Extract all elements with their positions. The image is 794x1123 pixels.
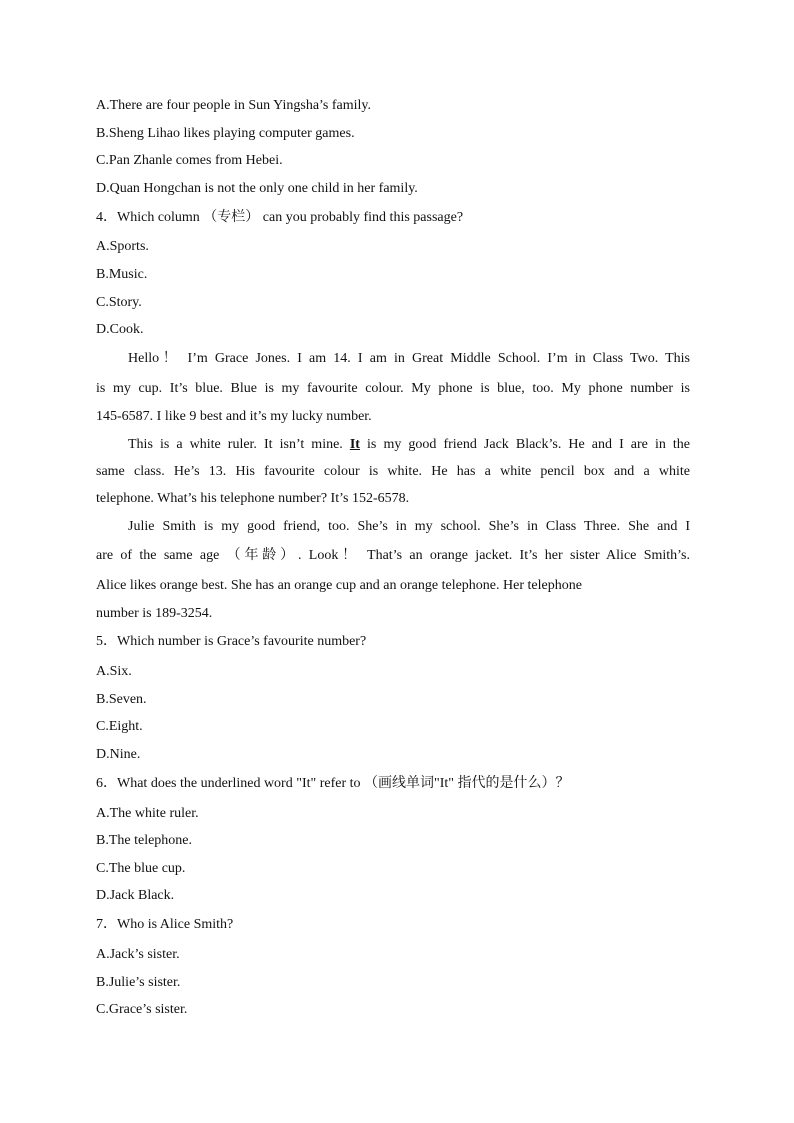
passage-p1-line3: 145-6587. I like 9 best and it’s my lucky number. [96,409,372,424]
passage-p2-line1-post: is my good friend Jack Black’s. He and I are in the [359,437,690,452]
passage-p3-line1: Julie Smith is my good friend, too. She’s in my school. She’s in Class Three. She and I [128,519,690,534]
q3-option-b: B.Sheng Lihao likes playing computer games. [96,126,355,141]
underlined-word-it: It [349,437,360,452]
q4-option-c: C.Story. [96,295,142,310]
q5-option-c: C.Eight. [96,719,143,734]
q5-option-d: D.Nine. [96,747,141,762]
q5-option-a: A.Six. [96,664,132,679]
q5-option-b: B.Seven. [96,692,147,707]
q6-option-b: B.The telephone. [96,833,193,848]
q4-option-d: D.Cook. [96,322,144,337]
q3-option-a: A.There are four people in Sun Yingsha’s family. [96,98,372,113]
q7-option-b: B.Julie’s sister. [96,975,181,990]
passage-p3-line3: Alice likes orange best. She has an orange cup and an orange telephone. Her telephone [96,578,582,593]
passage-p2-line3: telephone. What’s his telephone number? It’s 152-6578. [96,491,410,506]
passage-p2-line2: same class. He’s 13. His favourite colour is white. He has a white pencil box and a white [96,464,690,479]
q5-question: 5．Which number is Grace’s favourite number? [96,634,367,649]
q4-option-a: A.Sports. [96,239,149,254]
q6-option-d: D.Jack Black. [96,888,175,903]
q6-option-c: C.The blue cup. [96,861,186,876]
q7-question: 7．Who is Alice Smith? [96,917,234,932]
passage-p3-line4: number is 189-3254. [96,606,213,621]
q3-option-c: C.Pan Zhanle comes from Hebei. [96,153,283,168]
q6-question: 6．What does the underlined word "It" refer to （画线单词"It" 指代的是什么）？ [96,776,570,791]
q3-option-d: D.Quan Hongchan is not the only one child in her family. [96,181,418,196]
q4-question: 4．Which column （专栏） can you probably find this passage? [96,210,464,225]
passage-p2-line1-pre: This is a white ruler. It isn’t mine. [128,437,350,452]
q7-option-c: C.Grace’s sister. [96,1002,188,1017]
q7-option-a: A.Jack’s sister. [96,947,180,962]
passage-p1-line2: is my cup. It’s blue. Blue is my favourite colour. My phone is blue, too. My phone number is [96,381,690,396]
q4-option-b: B.Music. [96,267,148,282]
passage-p3-line2: are of the same age （年龄）. Look！ That’s an orange jacket. It’s her sister Alice Smith’s. [96,548,690,563]
passage-p1-line1: Hello！ I’m Grace Jones. I am 14. I am in Great Middle School. I’m in Class Two. This [128,351,690,366]
q6-option-a: A.The white ruler. [96,806,199,821]
passage-p2-line1 [128,436,690,454]
